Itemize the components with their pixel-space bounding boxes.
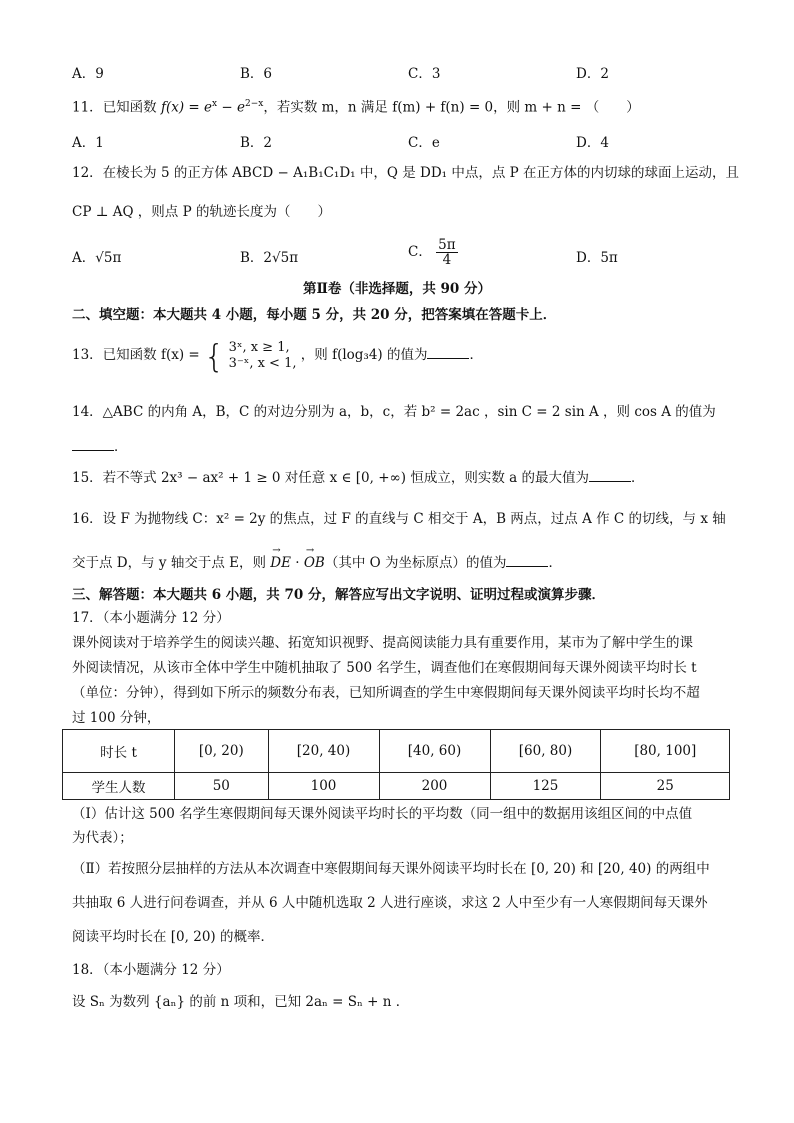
table-header-cell: [60, 80) [490, 730, 601, 773]
q10-option-a: A．9 [72, 66, 104, 82]
q18-title: 18．（本小题满分 12 分） [72, 962, 230, 978]
q17-p1: 课外阅读对于培养学生的阅读兴趣、拓宽知识视野、提高阅读能力具有重要作用，某市为了解中学生的课 [72, 635, 693, 651]
q11-exp1: x [212, 99, 218, 109]
q13-end: ． [469, 347, 483, 363]
table-cell: 50 [175, 773, 268, 800]
q17-part2-line3: 阅读平均时长在 [0, 20) 的概率． [72, 929, 274, 945]
q12-line2: CP ⊥ AQ ，则点 P 的轨迹长度为（ ） [72, 204, 331, 220]
q11-func: f(x) = e [160, 99, 213, 116]
q14-line2 [72, 436, 128, 457]
q12-option-c-denominator: 4 [442, 252, 452, 268]
q15-end: ． [630, 470, 645, 486]
table-header-cell: 时长 t [63, 730, 175, 773]
q12-options [72, 238, 722, 274]
solve-heading: 三、解答题：本大题共 6 小题，共 70 分，解答应写出文字说明、证明过程或演算步骤． [72, 587, 605, 603]
frequency-table [62, 729, 730, 800]
table-row [63, 773, 730, 800]
q11-option-d: D．4 [576, 135, 609, 151]
q16-end: ． [548, 555, 562, 571]
q10-options [72, 62, 722, 84]
table-header-row [63, 730, 730, 773]
q15-stem [72, 467, 644, 488]
q13-case2: 3⁻ˣ, x < 1, [228, 356, 297, 371]
q11-stem [72, 94, 640, 118]
table-cell: 100 [268, 773, 379, 800]
table-cell: 200 [379, 773, 490, 800]
q11-number: 11． [72, 99, 103, 116]
table-header-cell: [0, 20) [175, 730, 268, 773]
q11-option-a: A．1 [72, 135, 104, 151]
q13-piecewise [204, 339, 296, 373]
q14-end: ． [114, 439, 128, 455]
q15-text: 15．若不等式 2x³ − ax² + 1 ≥ 0 对任意 x ∈ [0, +∞) 恒成立，则实数 a 的最大值为 [72, 470, 589, 486]
q11-option-b: B．2 [240, 135, 273, 151]
q12-option-c-numerator: 5π [438, 237, 456, 253]
q11-exp2: 2−x [244, 99, 264, 109]
q13-case1: 3ˣ, x ≥ 1, [228, 340, 290, 355]
table-cell: 25 [601, 773, 730, 800]
q12-option-c-fraction [436, 238, 457, 267]
q13-pre: 13．已知函数 f(x) = [72, 347, 205, 363]
q16-line1: 16．设 F 为抛物线 C：x² = 2y 的焦点，过 F 的直线与 C 相交于 A，B 两点，过点 A 作 C 的切线，与 x 轴 [72, 511, 726, 527]
q18-text: 设 Sₙ 为数列 {aₙ} 的前 n 项和，已知 2aₙ = Sₙ + n ． [72, 994, 410, 1010]
section2-title: 第Ⅱ卷（非选择题，共 90 分） [302, 281, 492, 297]
q13-brace: { [204, 337, 225, 375]
fill-in-heading: 二、填空题：本大题共 4 小题，每小题 5 分，共 20 分，把答案填在答题卡上． [72, 307, 557, 323]
q17-title: 17．（本小题满分 12 分） [72, 610, 230, 626]
q14-line1: 14．△ABC 的内角 A，B，C 的对边分别为 a，b，c，若 b² = 2ac ，sin C = 2 sin A ，则 cos A 的值为 [72, 404, 716, 420]
q12-option-c-label: C． [408, 244, 432, 260]
q10-option-b: B．6 [240, 66, 273, 82]
q11-options [72, 131, 722, 153]
q17-part1-line1: （Ⅰ）估计这 500 名学生寒假期间每天课外阅读平均时长的平均数（同一组中的数据用该组区间的中点值 [72, 806, 693, 822]
q13-answer-blank [427, 344, 469, 359]
q10-option-d: D．2 [576, 66, 609, 82]
q13-post: ，则 f(log₃4) 的值为 [300, 347, 428, 363]
q17-part2-line2: 共抽取 6 人进行问卷调查，并从 6 人中随机选取 2 人进行座谈，求这 2 人中至少有一人寒假期间每天课外 [72, 895, 708, 911]
q11-post: ，若实数 m，n 满足 f(m) + f(n) = 0，则 m + n = （ ） [263, 99, 640, 116]
q15-answer-blank [589, 467, 631, 482]
table-cell: 125 [490, 773, 601, 800]
q10-option-c: C．3 [408, 66, 441, 82]
q17-part2-line1: （Ⅱ）若按照分层抽样的方法从本次调查中寒假期间每天课外阅读平均时长在 [0, 20) 和 [20, 40) 的两组中 [72, 861, 710, 877]
q12-option-c [408, 238, 458, 267]
q17-part1-line2: 为代表）； [72, 830, 133, 846]
q11-option-c: C．e [408, 135, 440, 151]
q17-p3: （单位：分钟），得到如下所示的频数分布表，已知所调查的学生中寒假期间每天课外阅读平均时长均不超 [72, 685, 700, 701]
q16-line2-pre: 交于点 D，与 y 轴交于点 E，则 [72, 555, 271, 571]
table-cell: 学生人数 [63, 773, 175, 800]
q17-p4: 过 100 分钟， [72, 710, 161, 726]
q12-option-b: B．2√5π [240, 250, 299, 266]
q16-answer-blank [506, 552, 548, 567]
q16-vector-ob: → OB [304, 553, 325, 573]
q11-mid: − e [217, 99, 245, 116]
table-header-cell: [20, 40) [268, 730, 379, 773]
q13-cases [229, 340, 297, 372]
table-header-cell: [80, 100] [601, 730, 730, 773]
q17-p2: 外阅读情况，从该市全体中学生中随机抽取了 500 名学生，调查他们在寒假期间每天课外阅读平均时长 t [72, 660, 697, 676]
q11-pre: 已知函数 [102, 99, 157, 116]
q16-line2-post: （其中 O 为坐标原点）的值为 [324, 555, 507, 571]
q16-vector-de: → DE [270, 553, 291, 573]
q12-line1: 12．在棱长为 5 的正方体 ABCD − A₁B₁C₁D₁ 中，Q 是 DD₁ 中点，点 P 在正方体的内切球的球面上运动，且 [72, 165, 740, 181]
q13-stem [72, 338, 483, 373]
q16-dot: · [290, 555, 304, 571]
q14-answer-blank [72, 436, 114, 451]
q12-option-d: D．5π [576, 250, 618, 266]
table-header-cell: [40, 60) [379, 730, 490, 773]
q12-option-a: A．√5π [72, 250, 122, 266]
q16-line2 [72, 552, 562, 573]
